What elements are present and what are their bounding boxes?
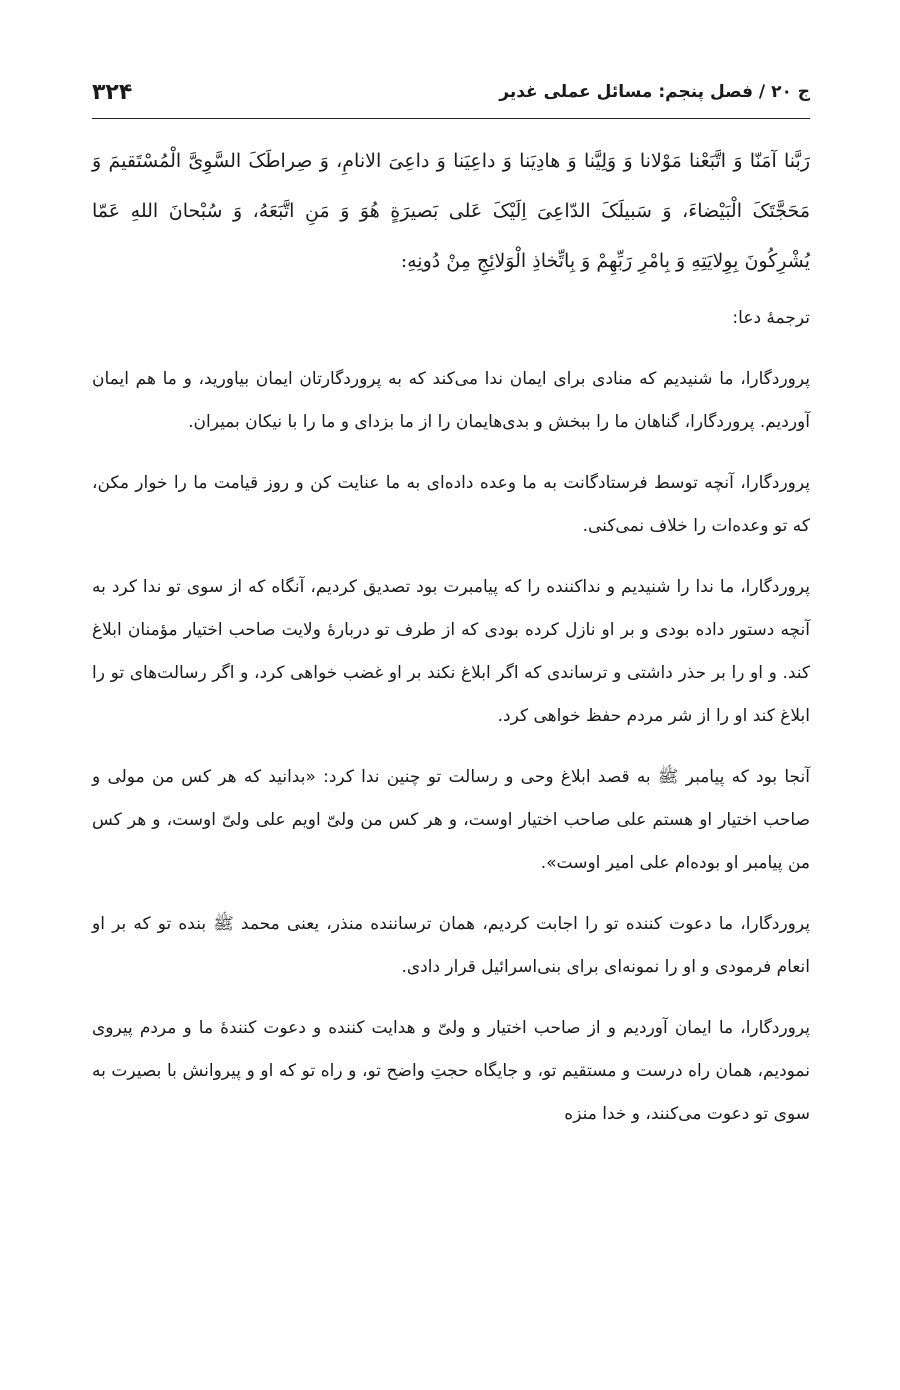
paragraph: پروردگارا، ما شنیدیم که منادی برای ایمان ندا می‌کند که به پروردگارتان ایمان بیاورید، و ما هم ایمان آوردیم. پروردگارا، گناهان ما را ببخش و بدی‌هایمان را از ما بزدای و ما را با نیکان بمیران.	[92, 369, 810, 432]
paragraph: پروردگارا، ما ندا را شنیدیم و نداکننده را که پیامبرت بود تصدیق کردیم، آنگاه که از سوی تو ندا کرد به آنچه دستور داده بودی و بر او نازل کرده بودی که از طرف تو دربارهٔ ولایت صاحب اختیار مؤمنان ابلاغ کند. و او را بر حذر داشتی و ترساندی که اگر ابلاغ نکند بر او غضب خواهی کرد، و اگر رسالت‌های تو را ابلاغ کند او را از شر مردم حفظ خواهی کرد.	[92, 577, 810, 726]
translation-label: ترجمهٔ دعا:	[732, 308, 810, 328]
paragraph: آنجا بود که پیامبر ﷺ به قصد ابلاغ وحی و رسالت تو چنین ندا کرد: «بدانید که هر کس من مولی و صاحب اختیار او هستم علی صاحب اختیار اوست، و هر کس من ولیّ اویم علی ولیّ اوست، و هر کس من پیامبر او بوده‌ام علی امیر اوست».	[92, 767, 810, 873]
paragraph: پروردگارا، ما دعوت کننده تو را اجابت کردیم، همان ترساننده منذر، یعنی محمد ﷺ بنده تو که بر او انعام فرمودی و او را نمونه‌ای برای بنی‌اسرائیل قرار دادی.	[92, 914, 810, 977]
paragraph: پروردگارا، ما ایمان آوردیم و از صاحب اختیار و ولیّ و هدایت کننده و دعوت کنندهٔ ما و مردم پیروی نمودیم، همان راه درست و مستقیم تو، و جایگاه حجتِ واضح تو، و راه تو که او و پیروانش با بصیرت به سوی تو دعوت می‌کنند، و خدا منزه	[92, 1018, 810, 1124]
arabic-prayer-text: رَبَّنا آمَنّا وَ اتَّبَعْنا مَوْلانا وَ وَلِیَّنا وَ هادِیَنا وَ داعِیَنا وَ داعِیَ الانامِ، وَ صِراطَکَ السَّوِیَّ الْمُسْتَقیمَ وَ مَحَجَّتَکَ الْبَیْضاءَ، وَ سَبیلَکَ الدّاعِیَ اِلَیْکَ عَلی بَصیرَةٍ هُوَ وَ مَنِ اتَّبَعَهُ، وَ سُبْحانَ اللهِ عَمّا یُشْرِکُونَ بِوِلایَتِهِ وَ بِامْرِ رَبِّهِمْ وَ بِاتِّخاذِ الْوَلائِجِ مِنْ دُونِهِ:	[92, 150, 810, 272]
book-page	[92, 0, 810, 1390]
page-number: ۳۲۴	[92, 79, 133, 105]
paragraph: پروردگارا، آنچه توسط فرستادگانت به ما وعده داده‌ای به ما عنایت کن و روز قیامت ما را خوار مکن، که تو وعده‌ات را خلاف نمی‌کنی.	[92, 473, 810, 536]
running-title: ج ۲۰ / فصل پنجم: مسائل عملی غدیر	[499, 82, 810, 102]
page-content	[92, 136, 810, 1154]
header-rule	[92, 118, 810, 119]
page-header	[92, 70, 810, 114]
